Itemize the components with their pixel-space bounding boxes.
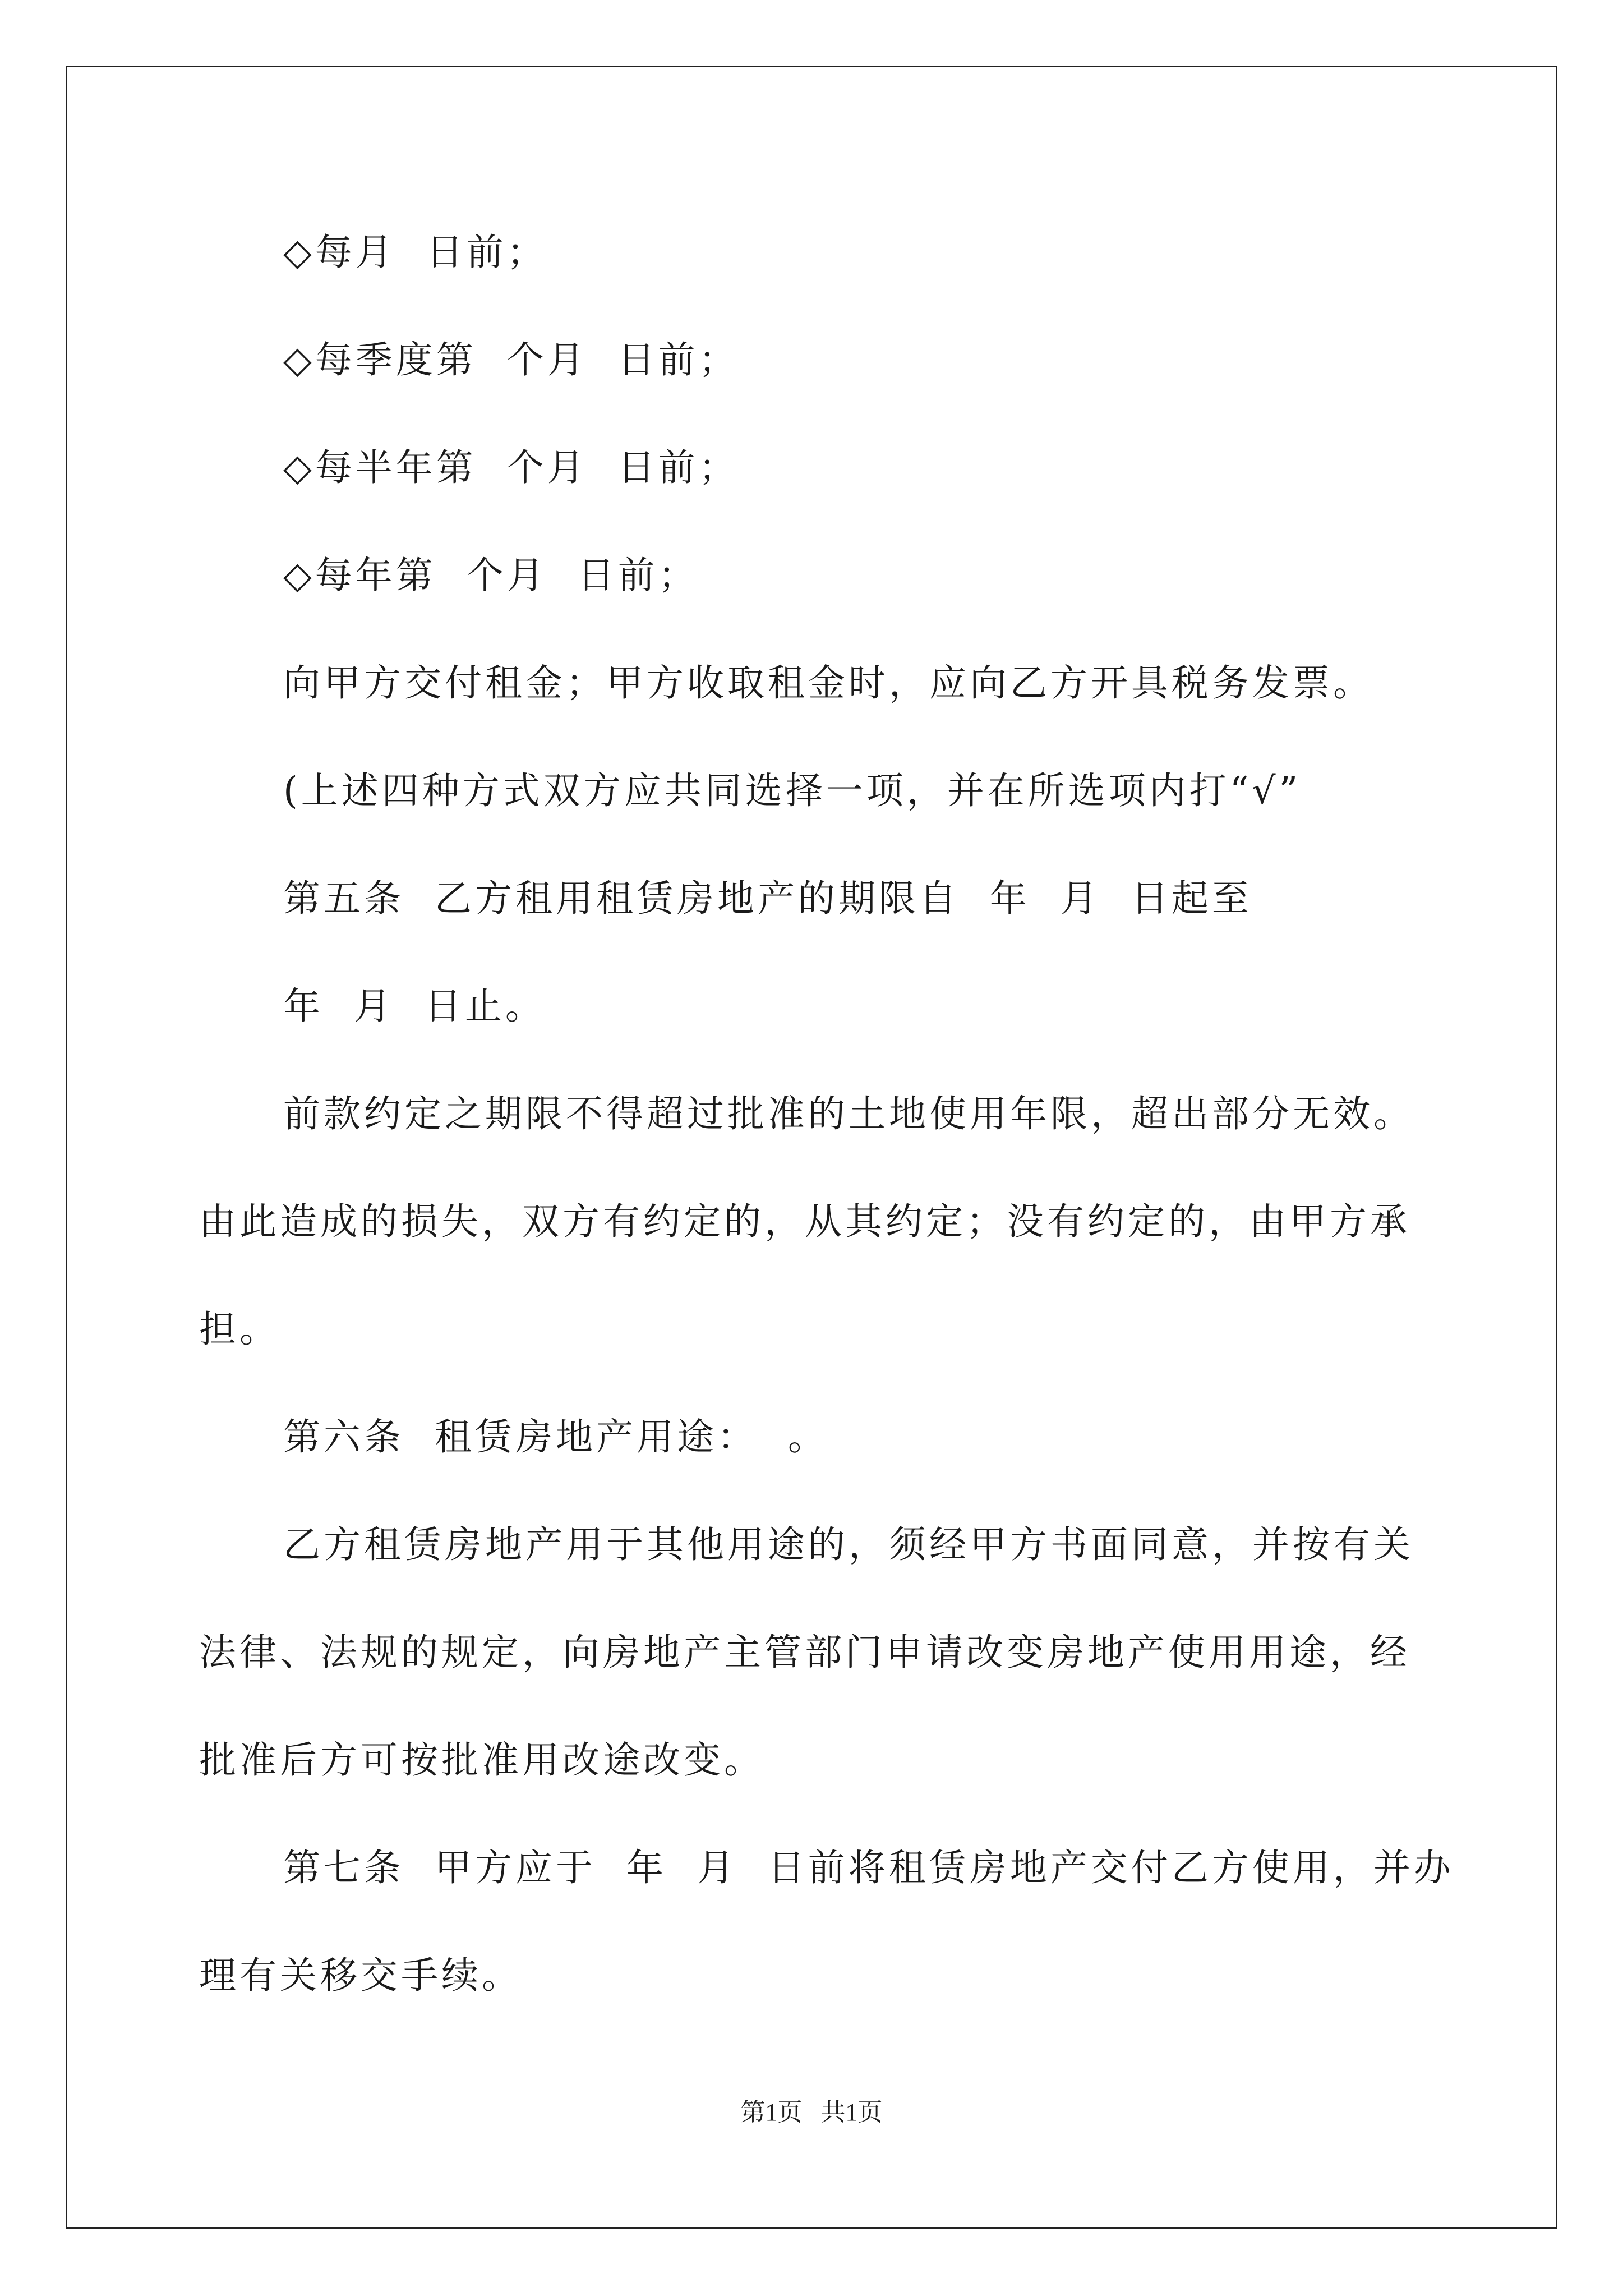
paragraph-usage-change-line-3: 批准后方可按批准用改途改变。 [199,1738,764,1782]
article-7-line-1: 第七条 甲方应于 年 月 日前将租赁房地产交付乙方使用，并办 [283,1846,1454,1889]
payment-option-semiannual: ◇每半年第 个月 日前； [283,446,739,489]
article-7-line-2: 理有关移交手续。 [199,1954,522,1997]
paragraph-term-limit-line-3: 担。 [199,1308,280,1351]
article-6: 第六条 租赁房地产用途： 。 [283,1415,828,1458]
paragraph-usage-change-line-2: 法律、法规的规定，向房地产主管部门申请改变房地产使用用途，经 [199,1631,1410,1674]
paragraph-usage-change-line-1: 乙方租赁房地产用于其他用途的，须经甲方书面同意，并按有关 [283,1523,1414,1566]
payment-option-annual: ◇每年第 个月 日前； [283,554,699,597]
page-border [66,66,1557,2229]
article-5-line-1: 第五条 乙方租用租赁房地产的期限自 年 月 日起至 [283,877,1252,920]
paragraph-term-limit-line-1: 前款约定之期限不得超过批准的土地使用年限，超出部分无效。 [283,1092,1414,1135]
payment-option-quarterly: ◇每季度第 个月 日前； [283,338,739,381]
paragraph-term-limit-line-2: 由此造成的损失，双方有约定的，从其约定；没有约定的，由甲方承 [199,1200,1410,1243]
page-number-footer: 第1页 共1页 [740,2099,883,2126]
payment-option-monthly: ◇每月 日前； [283,231,547,274]
selection-note: (上述四种方式双方应共同选择一项，并在所选项内打“√” [283,769,1302,812]
payment-instruction: 向甲方交付租金；甲方收取租金时，应向乙方开具税务发票。 [283,661,1373,705]
article-5-line-2: 年 月 日止。 [283,984,546,1028]
